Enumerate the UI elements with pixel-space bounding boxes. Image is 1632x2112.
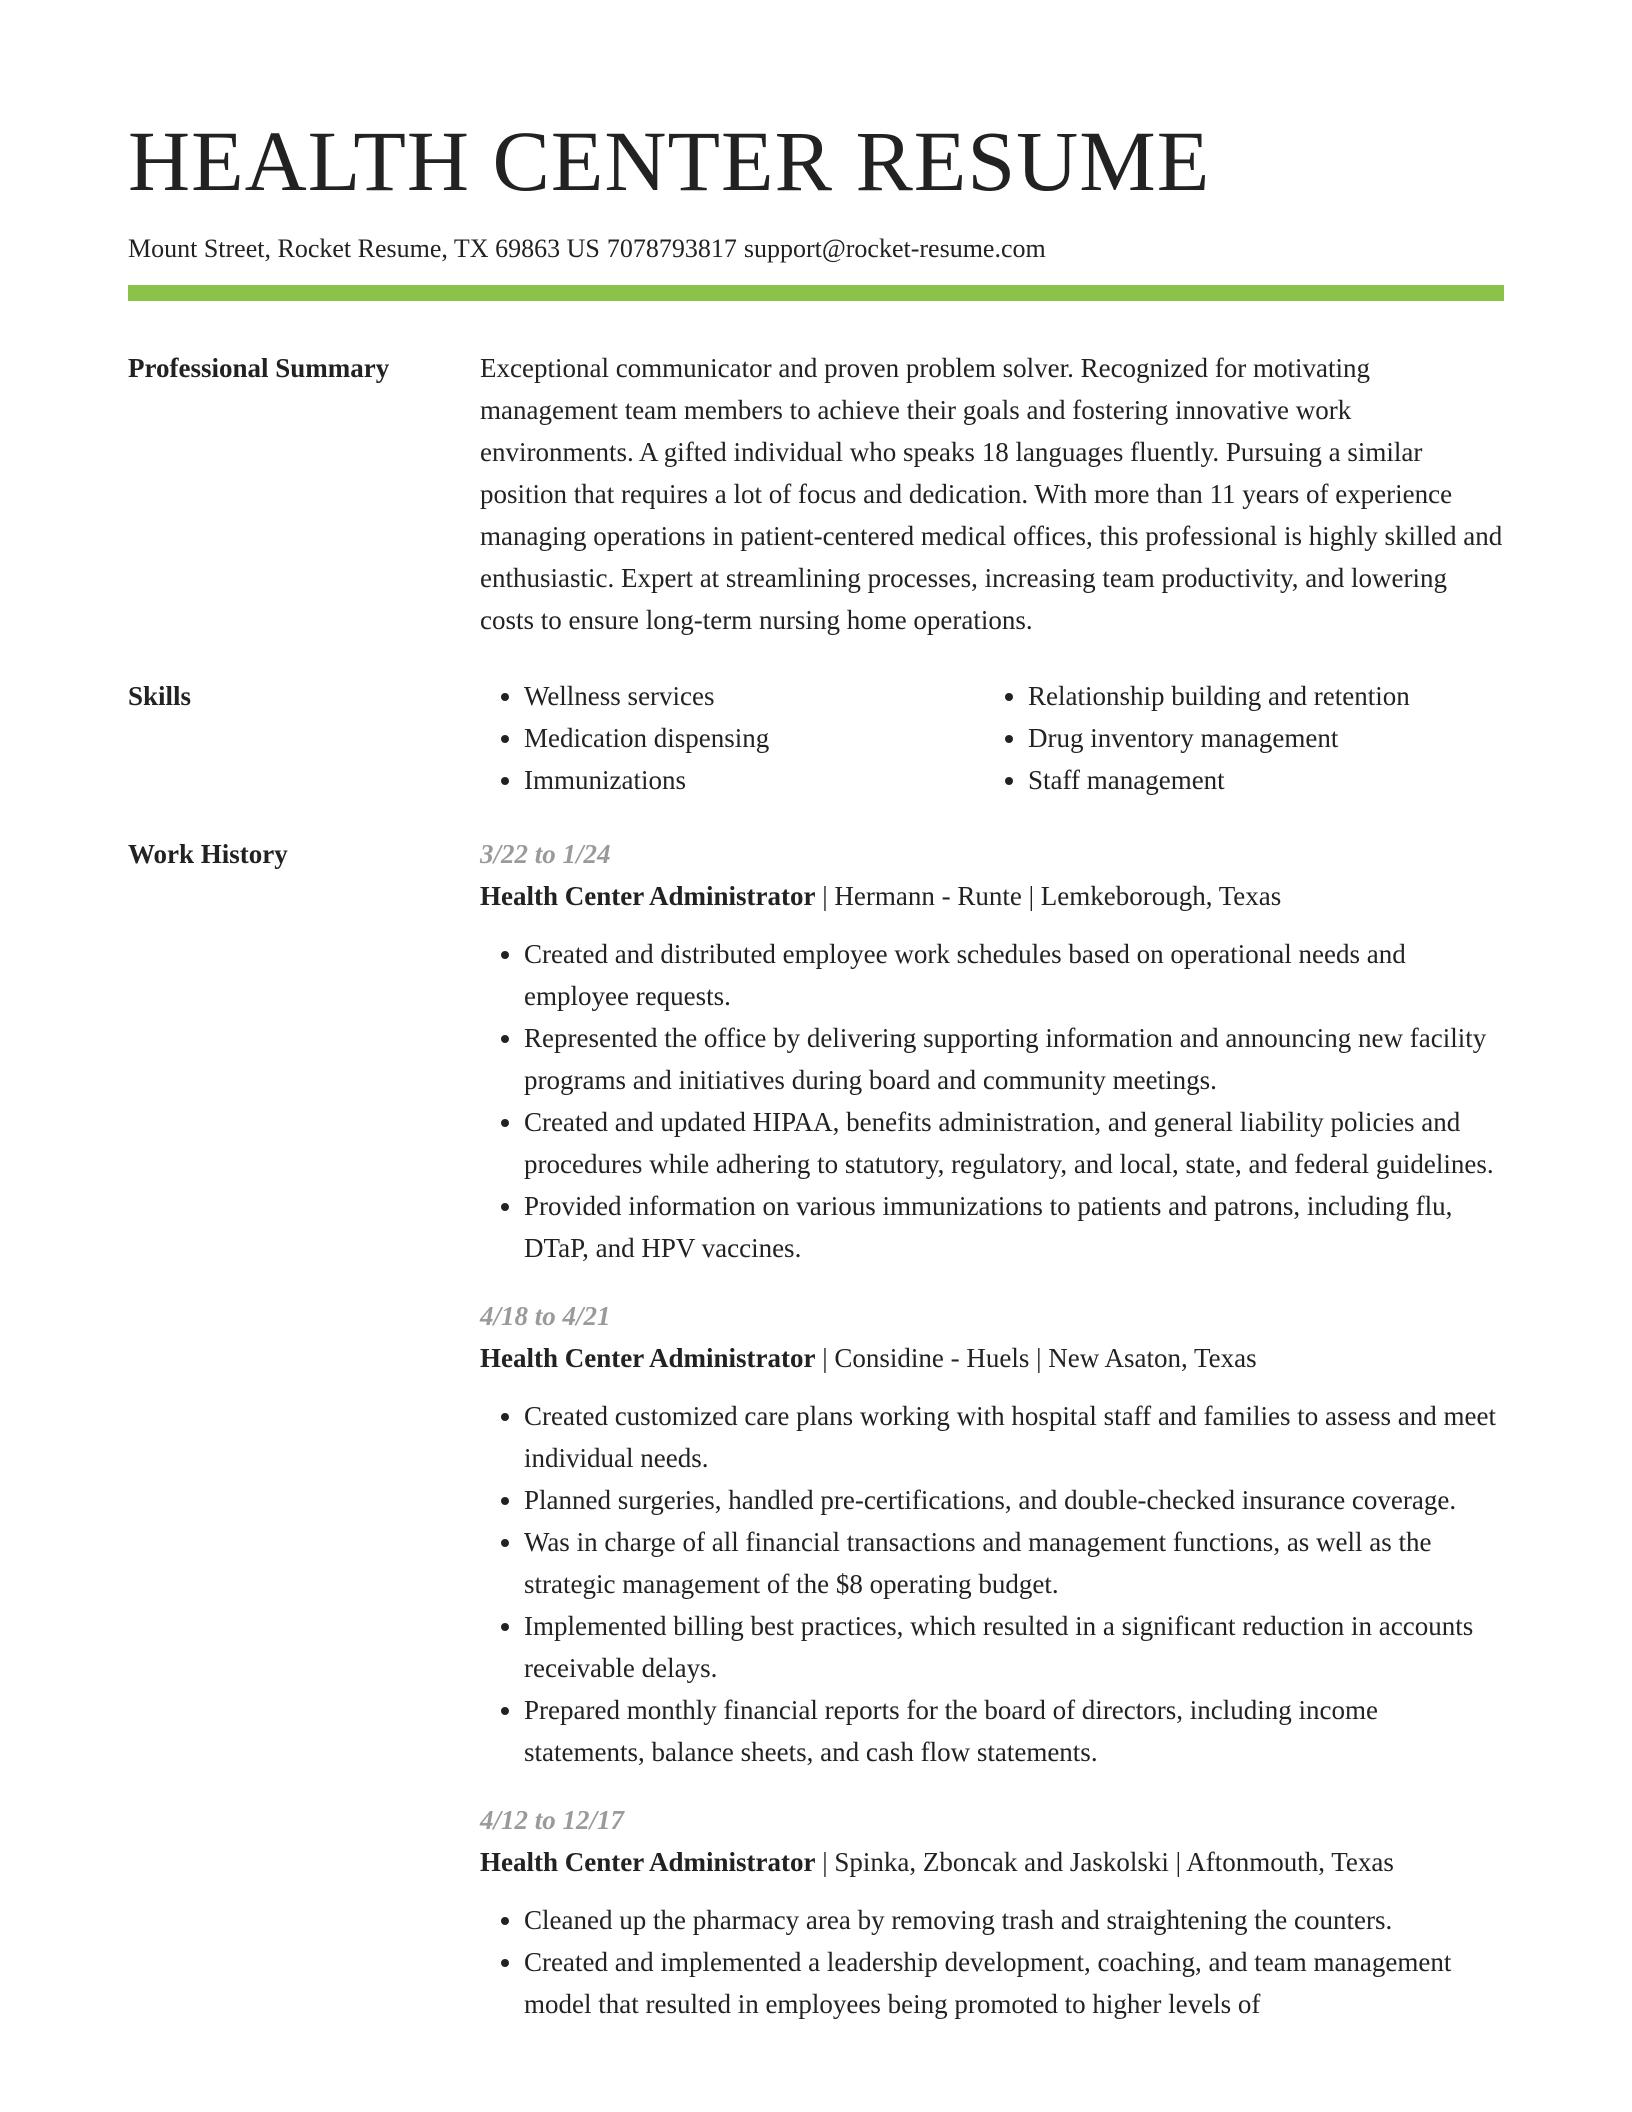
job-dates: 3/22 to 1/24 — [480, 839, 611, 869]
job-heading-line — [480, 1337, 1504, 1379]
skill-item: • Drug inventory management — [1028, 717, 1488, 759]
skills-heading: Skills — [128, 681, 192, 711]
skill-item: • Staff management — [1028, 759, 1488, 801]
job-bullet: • Was in charge of all financial transactions and management functions, as well as the strategic management of the $8 operating budget. — [524, 1521, 1504, 1605]
job-bullet: • Cleaned up the pharmacy area by removing trash and straightening the counters. — [524, 1899, 1504, 1941]
skills-list-left — [480, 675, 984, 801]
job-location: New Asaton, Texas — [1048, 1343, 1257, 1373]
job-bullet: • Created and distributed employee work schedules based on operational needs and employee requests. — [524, 933, 1504, 1017]
summary-text: Exceptional communicator and proven problem solver. Recognized for motivating management team members to achieve their goals and fostering innovative work environments. A gifted individual who speaks 18 languages fluently. Pursuing a similar position that requires a lot of focus and dedication. With more than 11 years of experience managing operations in patient-centered medical offices, this professional is highly skilled and enthusiastic. Expert at streamlining processes, increasing team productivity, and lowering costs to ensure long-term nursing home operations. — [480, 353, 1503, 635]
job-bullet: • Implemented billing best practices, which resulted in a significant reduction in accounts receivable delays. — [524, 1605, 1504, 1689]
job-company: Spinka, Zboncak and Jaskolski — [834, 1847, 1169, 1877]
job-bullet: • Prepared monthly financial reports for the board of directors, including income statements, balance sheets, and cash flow statements. — [524, 1689, 1504, 1773]
contact-email: support@rocket-resume.com — [743, 234, 1046, 263]
resume-title: HEALTH CENTER RESUME — [128, 113, 1211, 209]
summary-body — [480, 347, 1504, 641]
separator: | — [1029, 1343, 1049, 1373]
job-entry — [480, 1295, 1504, 1773]
accent-divider — [128, 285, 1504, 301]
job-company: Hermann - Runte — [834, 881, 1022, 911]
job-title: Health Center Administrator — [480, 1847, 816, 1877]
skill-item: • Wellness services — [524, 675, 984, 717]
skill-item: • Immunizations — [524, 759, 984, 801]
job-heading-line — [480, 875, 1504, 917]
job-location: Aftonmouth, Texas — [1186, 1847, 1394, 1877]
job-dates: 4/12 to 12/17 — [480, 1805, 625, 1835]
job-company: Considine - Huels — [834, 1343, 1030, 1373]
job-bullet: • Represented the office by delivering supporting information and announcing new facility programs and initiatives during board and community meetings. — [524, 1017, 1504, 1101]
work-history-body — [480, 833, 1504, 2051]
job-entry — [480, 1799, 1504, 2025]
job-bullet: • Planned surgeries, handled pre-certifications, and double-checked insurance coverage. — [524, 1479, 1504, 1521]
contact-line — [128, 232, 1046, 266]
job-location: Lemkeborough, Texas — [1040, 881, 1282, 911]
job-bullets — [480, 1899, 1504, 2025]
job-bullet: • Created and updated HIPAA, benefits administration, and general liability policies and procedures while adhering to statutory, regulatory, and local, state, and federal guidelines. — [524, 1101, 1504, 1185]
job-bullets — [480, 1395, 1504, 1773]
job-title: Health Center Administrator — [480, 881, 816, 911]
job-bullets — [480, 933, 1504, 1269]
job-entry — [480, 833, 1504, 1269]
job-bullet: • Provided information on various immunizations to patients and patrons, including flu, DTaP, and HPV vaccines. — [524, 1185, 1504, 1269]
job-title: Health Center Administrator — [480, 1343, 816, 1373]
job-bullet: • Created and implemented a leadership development, coaching, and team management model that resulted in employees being promoted to higher levels of — [524, 1941, 1504, 2025]
separator: | — [815, 881, 835, 911]
skills-list-right — [984, 675, 1488, 801]
job-bullet: • Created customized care plans working with hospital staff and families to assess and meet individual needs. — [524, 1395, 1504, 1479]
skill-item: • Relationship building and retention — [1028, 675, 1488, 717]
contact-address: Mount Street, Rocket Resume, TX 69863 US — [128, 234, 600, 263]
skill-item: • Medication dispensing — [524, 717, 984, 759]
contact-phone: 7078793817 — [606, 234, 737, 263]
separator: | — [815, 1847, 835, 1877]
summary-heading: Professional Summary — [128, 353, 390, 383]
separator: | — [1168, 1847, 1187, 1877]
job-dates: 4/18 to 4/21 — [480, 1301, 611, 1331]
job-heading-line — [480, 1841, 1504, 1883]
separator: | — [815, 1343, 835, 1373]
separator: | — [1021, 881, 1041, 911]
skills-body — [480, 675, 1504, 801]
work-history-heading: Work History — [128, 839, 288, 869]
